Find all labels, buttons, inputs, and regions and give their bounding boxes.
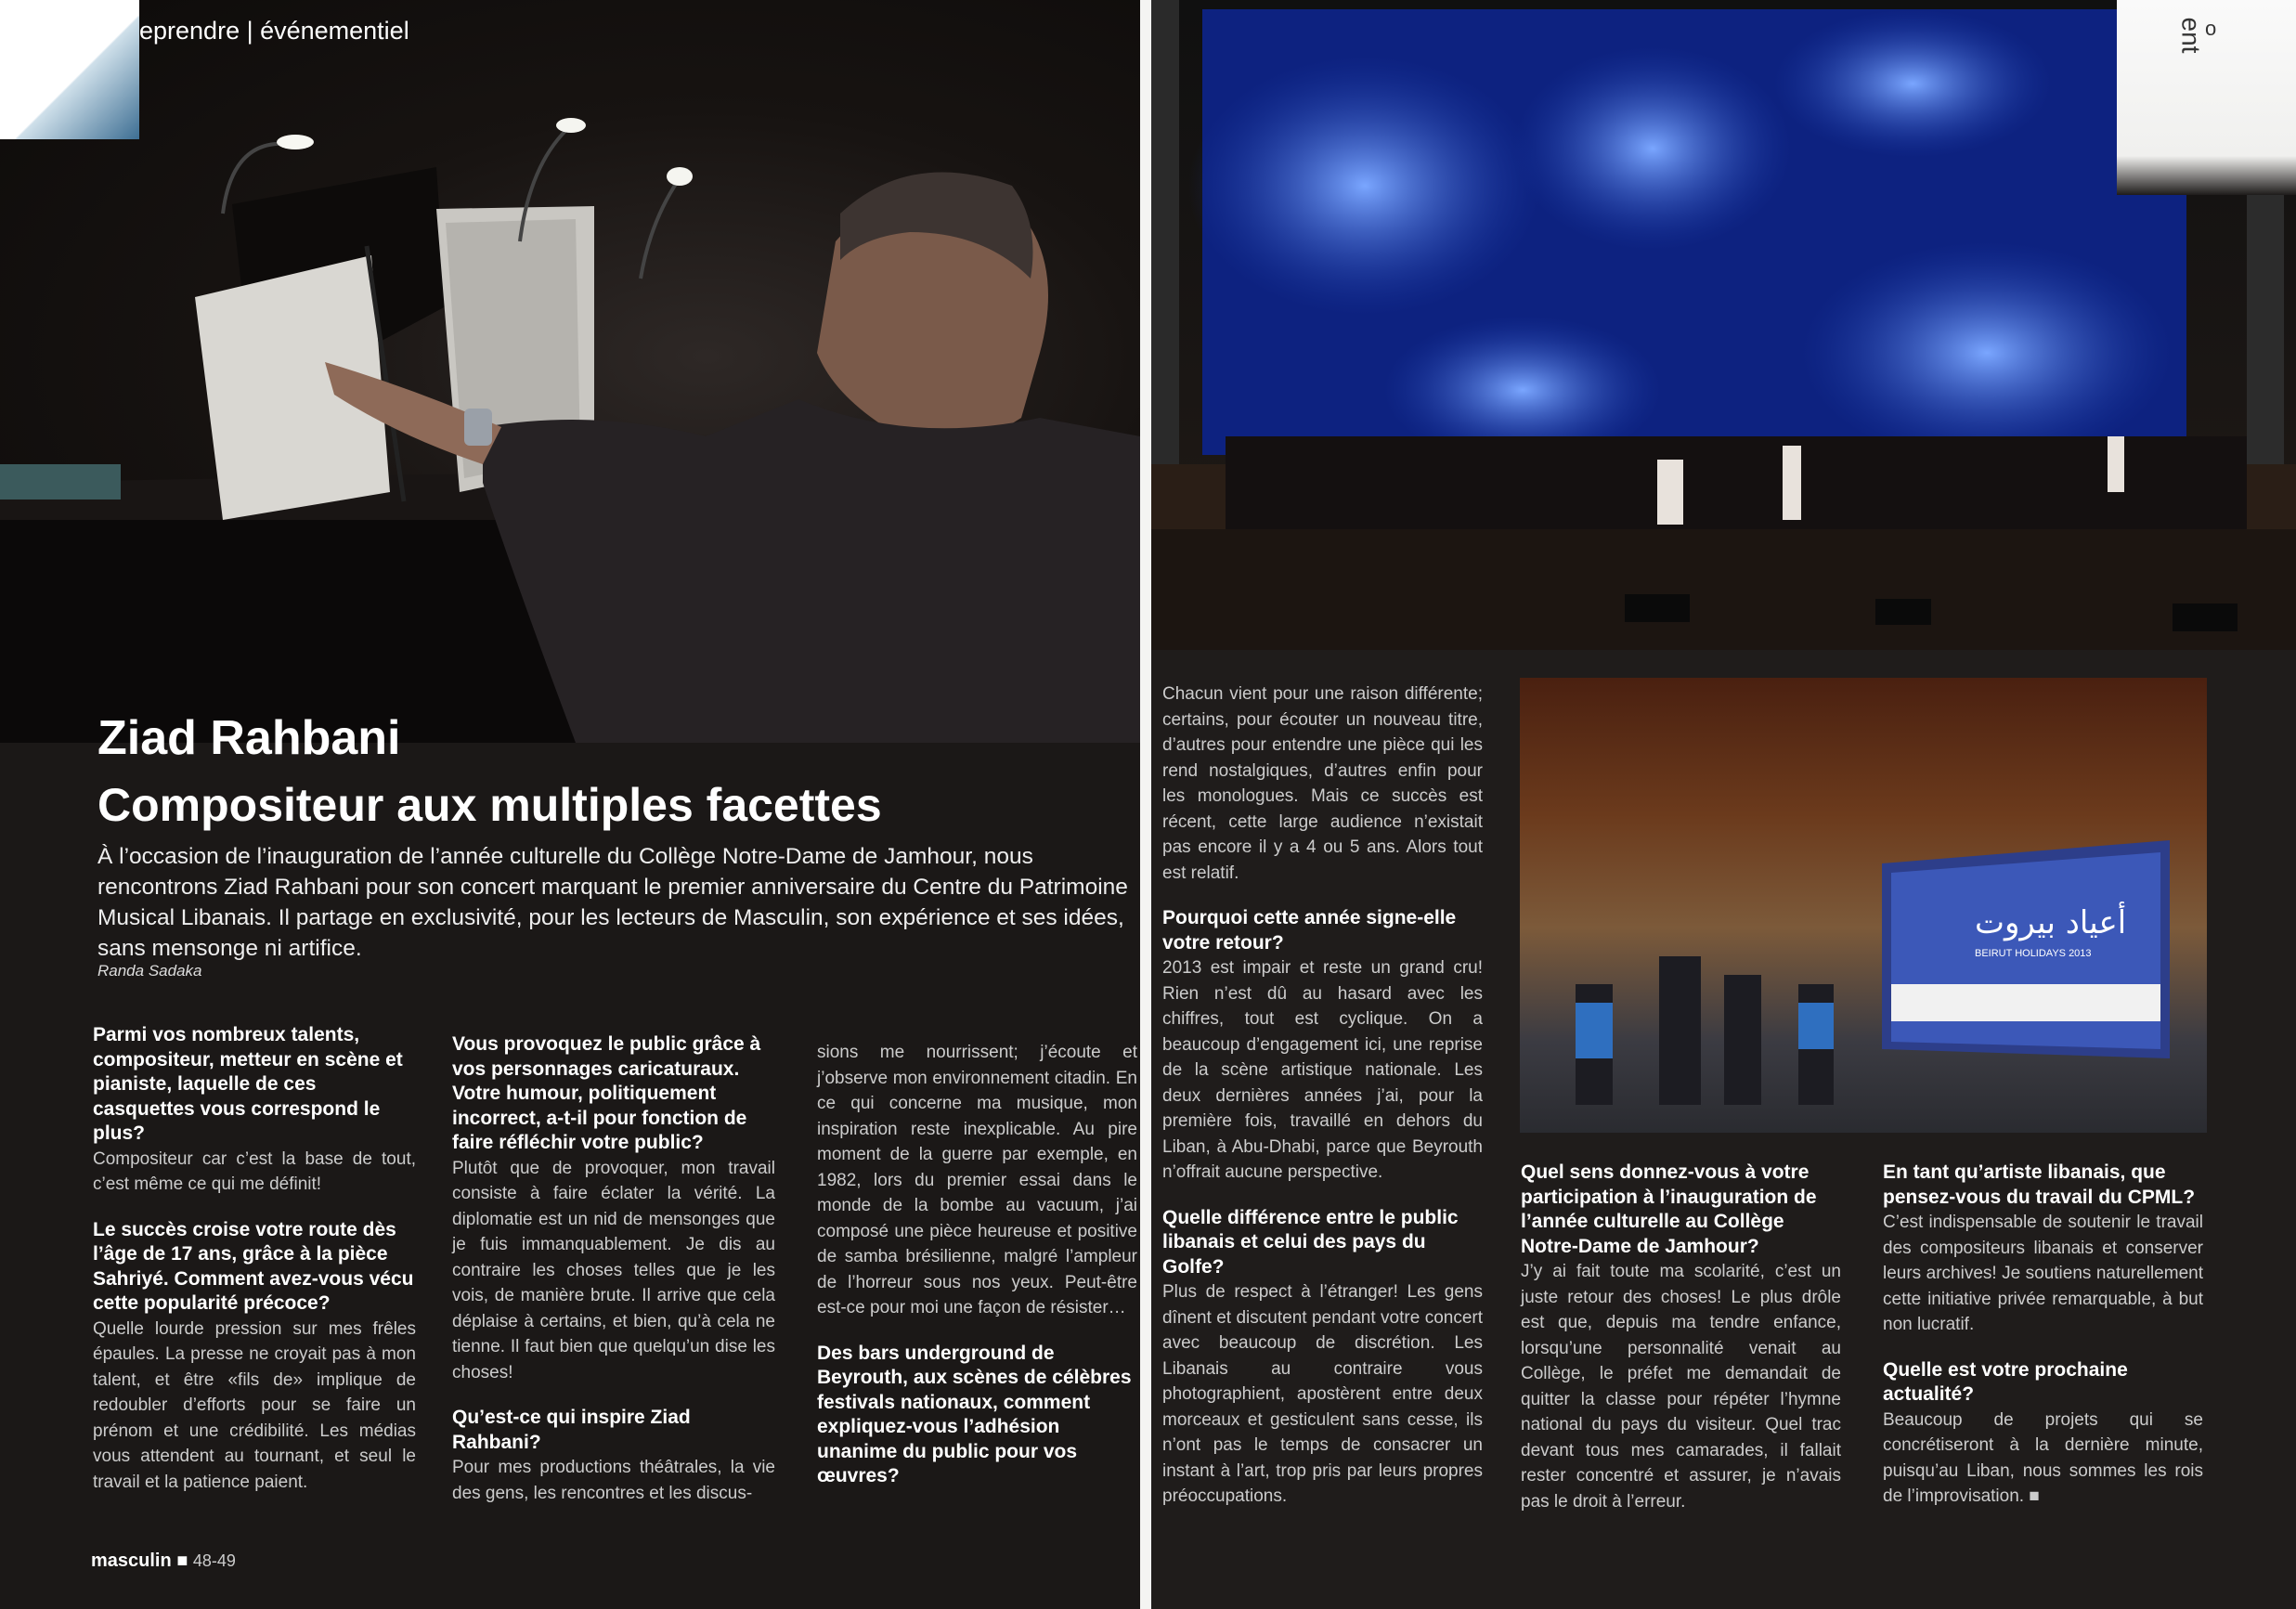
column-5	[1521, 1161, 1841, 1535]
question: Vous provoquez le public grâce à vos personnages caricaturaux. Votre humour, politiquement incorrect, a-t-il pour fonction de faire réfléchir votre public?	[452, 1033, 761, 1153]
author-byline: Randa Sadaka	[97, 962, 202, 980]
answer: Quelle lourde pression sur mes frêles épaules. La presse ne croyait pas à mon talent, et être «fils de» implique de redoubler d’efforts pour se faire un prénom et une crédibilité. Les médias vous attendent au tournant, et seul le travail et la patience paient.	[93, 1318, 416, 1492]
article-intro: À l’occasion de l’inauguration de l’année culturelle du Collège Notre-Dame de Jamhour, nous rencontrons Ziad Rahbani pour son concert marquant le premier anniversaire du Centre du Patrimoine Musical Libanais. Il partage en exclusivité, pour les lecteurs de Masculin, son expérience et ses idées, sans mensonge ni artifice.	[97, 844, 1128, 961]
answer: C’est indispensable de soutenir le travail des compositeurs libanais et conserver leurs archives! Je soutiens naturellement cette initiative privée remarquable, à but non lucratif.	[1883, 1213, 2203, 1334]
page-folio: masculin ■ 48-49	[91, 1551, 236, 1571]
page-gutter	[1140, 0, 1151, 1609]
question: Quelle est votre prochaine actualité?	[1883, 1358, 2128, 1405]
column-4	[1162, 681, 1483, 1530]
corner-tab-label: ent	[2176, 17, 2206, 54]
crowd-illustration	[1520, 678, 2207, 1133]
article-subtitle: Compositeur aux multiples facettes	[97, 779, 882, 831]
answer: Beaucoup de projets qui se concrétiseront à la dernière minute, puisqu’au Liban, nous sommes les rois de l’improvisation. ■	[1883, 1409, 2203, 1506]
left-page	[0, 0, 1140, 1609]
billboard-arabic: أعياد بيروت	[1975, 904, 2127, 941]
question: Quel sens donnez-vous à votre participation à l’inauguration de l’année culturelle au Collège Notre-Dame de Jamhour?	[1521, 1161, 1817, 1257]
answer: sions me nourrissent; j’écoute et j’observe mon environnement citadin. En ce qui concerne ma musique, mon inspiration reste inexplicable. Au pire moment de la guerre par exemple, en 1982, lors du premier essai dans le monde de la bombe au vacuum, j’ai composé une pièce heureuse et positive de samba brésilienne, malgré l’ampleur de l’horreur sous nos yeux. Peut-être est-ce pour moi une façon de résister…	[817, 1043, 1137, 1317]
question: Qu’est-ce qui inspire Ziad Rahbani?	[452, 1407, 691, 1453]
question: Des bars underground de Beyrouth, aux scènes de célèbres festivals nationaux, comment expliquez-vous l’adhésion unanime du public pour vos œuvres?	[817, 1342, 1132, 1486]
answer: Compositeur car c’est la base de tout, c’est même ce qui me définit!	[93, 1148, 416, 1194]
question: Pourquoi cette année signe-elle votre retour?	[1162, 907, 1457, 954]
magazine-name: masculin	[91, 1551, 172, 1571]
column-3	[817, 1040, 1137, 1489]
answer: Plus de respect à l’étranger! Les gens dînent et discutent pendant votre concert avec beaucoup de discrétion. Les Libanais au contraire vous photographient, apostèrent entre deux morceaux et gesticulent sans cesse, ils n’ont pas le temps de consacrer un instant à l’art, trop pris par leurs propres préoccupations.	[1162, 1282, 1483, 1506]
section-kicker: eprendre | événementiel	[139, 17, 409, 45]
pianist-illustration	[0, 0, 1140, 743]
question: Quelle différence entre le public libanais et celui des pays du Golfe?	[1162, 1206, 1459, 1278]
article-title: Ziad Rahbani	[97, 711, 401, 765]
right-page	[1151, 0, 2296, 1609]
question: Parmi vos nombreux talents, compositeur, metteur en scène et pianiste, laquelle de ces casquettes vous correspond le plus?	[93, 1024, 403, 1144]
column-1	[93, 1023, 416, 1515]
corner-tab-o: o	[2205, 17, 2217, 40]
answer: 2013 est impair et reste un grand cru! Rien n’est dû au hasard avec les chiffres, tout est cyclique. On a beaucoup d’engagement ici, une reprise de la scène artistique nationale. Les deux dernières années j’ai, pour la première fois, travaillé en dehors du Liban, à Abu-Dhabi, parce que Beyrouth n’offrait aucune perspective.	[1162, 958, 1483, 1182]
page-numbers: 48-49	[192, 1551, 236, 1570]
answer: Plutôt que de provoquer, mon travail consiste à faire éclater la vérité. La diplomatie est un nid de mensonges que je fuis immanquablement. Je dis au contraire les choses telles que je les vois, de manière brute. Il arrive que cela déplaise à certains, et bien, qu’à cela ne tienne. Il faut bien que quelqu’un dise les choses!	[452, 1158, 775, 1382]
column-2	[452, 1032, 775, 1526]
answer: J’y ai fait toute ma scolarité, c’est un juste retour des choses! Le plus drôle est que, depuis ma tendre enfance, lorsqu’une personnalité venait au Collège, le préfet me demandait de quitter la classe pour répéter l’hymne national du pays du visiteur. Quel trac devant tous mes camarades, il fallait rester concentré et assurer, je n’avais pas le droit à l’erreur.	[1521, 1262, 1841, 1512]
corner-tab-right	[2117, 0, 2296, 195]
crowd-photo	[1520, 678, 2207, 1133]
question: Le succès croise votre route dès l’âge de 17 ans, grâce à la pièce Sahriyé. Comment avez-vous vécu cette popularité précoce?	[93, 1218, 414, 1314]
column-6	[1883, 1161, 2203, 1530]
corner-tab-left	[0, 0, 139, 139]
answer: Pour mes productions théâtrales, la vie des gens, les rencontres et les discus-	[452, 1458, 775, 1503]
billboard-latin: BEIRUT HOLIDAYS 2013	[1975, 948, 2092, 959]
pianist-photo	[0, 0, 1140, 743]
answer: Chacun vient pour une raison différente; certains, pour écouter un nouveau titre, d’autres pour entendre une pièce qui les rend nostalgiques, d’autres enfin pour les monologues. Mais ce succès est récent, cette large audience n’existait pas encore il y a 4 ou 5 ans. Alors tout est relatif.	[1162, 684, 1483, 883]
question: En tant qu’artiste libanais, que pensez-vous du travail du CPML?	[1883, 1161, 2196, 1208]
